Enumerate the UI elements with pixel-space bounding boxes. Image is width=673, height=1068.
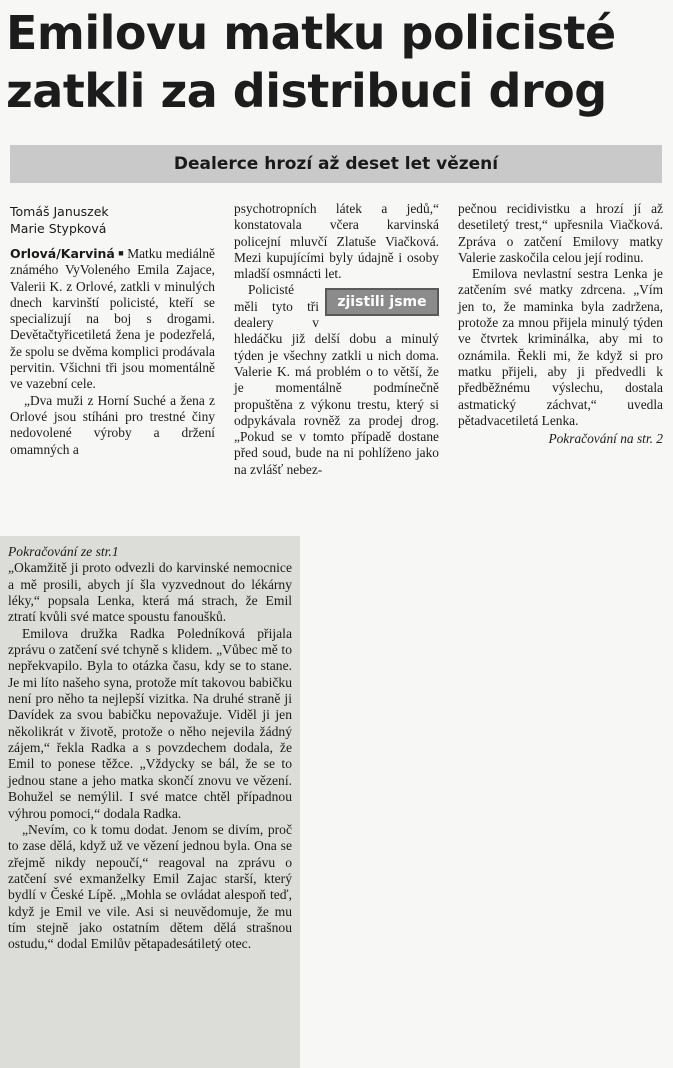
article-column-2 [234,201,439,478]
continued-from-label: Pokračování ze str.1 [8,544,119,559]
paragraph: „Okamžitě ji proto odvezli do karvinské nemocnice a mě prosili, abych jí šla vyzvednout do lékárny léky,“ popsala Lenka, která má strach, že Emil ztratí kvůli své matce spoustu fanoušků. [8,560,292,625]
paragraph: psychotropních látek a jedů,“ konstatovala včera karvinská policejní mluvčí Zlatuše Viačková. Mezi kupujícími byly údajně i osoby mladší osmnácti let. [234,201,439,282]
paragraph: Emilova družka Radka Poledníková přijala zprávu o zatčení své tchyně s klidem. „Vůbec mě to nepřekvapilo. Byla to otázka času, kdy se to stane. Je mi líto našeho syna, protože mít takovou babičku není pro něho ta nejlepší vizitka. Na druhé straně ji Davídek za svou babičku nepovažuje. Viděl ji jen několikrát v životě, protože o něho nejevila žádný zájem,“ řekla Radka a s povzdechem dodala, že Emil to ponese těžce. „Vždycky se bál, že se to jednou stane a jeho matka skončí znovu ve vězení. Bohužel se nemýlil. I své matce chtěl případnou výhrou pomoci,“ dodala Radka. [8,625,292,821]
subheadline-band [10,145,662,183]
paragraph: Emilova nevlastní sestra Lenka je zatčením své matky zdrcena. „Vím jen to, že maminka byla zadržena, protože za mnou přijela minulý týden ve čtvrtek kriminálka, aby mi to oznámila. Řekli mi, že když si pro matku přijeli, aby ji předvedli k předběžnému výslechu, dostala astmatický záchvat,“ uvedla pětadvacetiletá Lenka. [458,266,663,428]
paragraph: pečnou recidivistku a hrozí jí až desetiletý trest,“ upřesnila Viačková. Zpráva o zatčení Emilovy matky Valerie zaskočila celou její rodinu. [458,201,663,265]
bullet-icon: ■ [117,248,125,258]
byline [10,203,109,237]
lead-text: Matku mediálně známého VyVoleného Emila Zajace, Valerii K. z Orlové, zatkli v minulých dnech karvinští policisté, kteří se specializují na boj s drogami. Devětačtyřicetiletá žena je podezřelá, že spolu se dvěma komplici prodávala pervitin. Všichni tři jsou momentálně ve vazební cele. [10,246,216,392]
author-1: Tomáš Januszek [10,204,109,219]
article-column-3 [458,201,663,447]
headline-line-1: Emilovu matku policisté [6,6,616,60]
article-column-1 [10,245,215,458]
lead-paragraph [10,245,215,393]
author-2: Marie Stypková [10,221,107,236]
continuation-column [8,544,292,953]
dateline: Orlová/Karviná [10,246,115,261]
paragraph: Policisté měli tyto tři dealery v hledáčku již delší dobu a minulý týden je všechny zatkli u nich doma. Valerie K. má problém o to větší, že je momentálně podmínečně propuštěna z výkonu trestu, který si odpykávala rovněž za prodej drog. „Pokud se v tomto případě dostane před soud, bude na ni pohlíženo jako na zvlášť nebez- [234,282,439,477]
continued-on-label: Pokračování na str. 2 [548,431,663,447]
subheadline: Dealerce hrozí až deset let vězení [173,154,499,174]
headline-line-2: zatkli za distribuci drog [6,64,607,118]
paragraph: „Dva muži z Horní Suché a žena z Orlové jsou stíháni pro trestné činy nedovolené výroby a držení omamných a [10,392,215,457]
paragraph: „Nevím, co k tomu dodat. Jenom se divím, proč to zase dělá, když už ve vězení jednou byla. Ona se zřejmě nikdy nepoučí,“ reagoval na zprávu o zatčení své exmanželky Emil Zajac starší, který bydlí v České Lípě. „Mohla se ovládat alespoň teď, když je Emil ve vile. Asi si neuvědomuje, že mu tím stejně jako ostatním dětem dělá strašnou ostudu,“ dodal Emilův pětapadesátiletý otec. [8,821,292,952]
headline [6,4,668,120]
zjistili-jsme-badge: zjistili jsme [325,288,439,316]
